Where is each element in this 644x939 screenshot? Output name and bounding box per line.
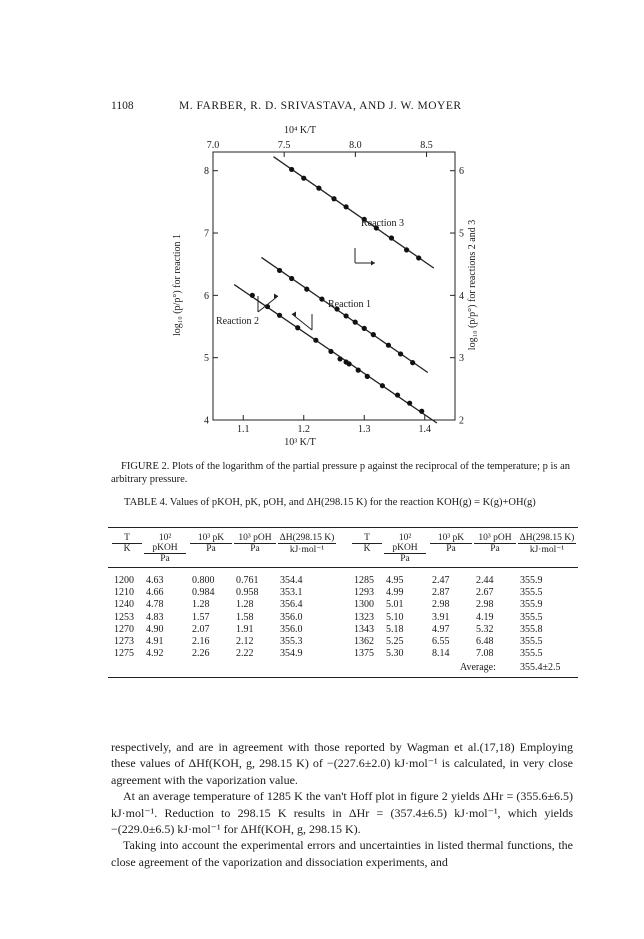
table-cell: 2.22 — [236, 648, 254, 660]
bottom-tick-label: 1.4 — [418, 424, 431, 435]
arrowhead — [371, 261, 375, 266]
column-header — [352, 533, 382, 554]
data-point — [304, 287, 309, 292]
data-point — [295, 325, 300, 330]
data-point — [313, 338, 318, 343]
figure-caption: FIGURE 2. Plots of the logarithm of the partial pressure p against the reciprocal of the temperature; p is an arbitrary pressure. — [111, 461, 571, 485]
top-tick-label: 8.0 — [349, 140, 362, 151]
header-numerator: 10³ pOH — [234, 533, 276, 544]
table-cell: 354.9 — [280, 648, 303, 660]
header-numerator: T — [352, 533, 382, 544]
header-unit: K — [123, 544, 131, 554]
table-cell: 0.761 — [236, 575, 259, 586]
data-point — [404, 247, 409, 252]
right-tick-label: 3 — [459, 353, 464, 365]
table-cell: 8.14 — [432, 648, 450, 660]
table-cell: 4.91 — [146, 636, 164, 647]
table-cell: 1253 — [114, 611, 134, 623]
table-cell: 354.4 — [280, 575, 303, 586]
table-cell: 3.91 — [432, 611, 450, 623]
average-label: Average: — [460, 662, 496, 673]
table-cell: 356.0 — [280, 611, 303, 623]
table-header-rule — [108, 567, 578, 568]
left-tick-label: 4 — [204, 415, 209, 427]
data-point — [277, 313, 282, 318]
data-point — [419, 409, 424, 414]
table-cell: 1.28 — [236, 599, 254, 611]
table-cell: 4.92 — [146, 648, 164, 660]
paragraph-1: respectively, and are in agreement with those reported by Wagman et al.(17,18) Employing these values of ΔHf(KOH, g, 298.15 K) of −(227.6±2.0) kJ·mol⁻¹ is calculated, in very close agreement with the vaporization value. — [111, 740, 573, 787]
table-cell: 1273 — [114, 636, 134, 647]
header-numerator: 10² pKOH — [144, 533, 186, 554]
table-cell: 355.9 — [520, 599, 543, 611]
table-cell: 355.3 — [280, 636, 303, 647]
right-tick-label: 2 — [459, 415, 464, 427]
data-point — [410, 360, 415, 365]
table-cell: 6.55 — [432, 636, 450, 647]
column-header — [474, 533, 516, 554]
fit-line-1 — [274, 157, 434, 268]
table-cell: 2.87 — [432, 587, 450, 599]
data-point — [407, 401, 412, 406]
right-axis-label: log₁₀ (p/p°) for reactions 2 and 3 — [467, 219, 478, 351]
data-point — [395, 392, 400, 397]
column-header — [112, 533, 142, 554]
table-cell: 4.63 — [146, 575, 164, 586]
axis-indicator-horizontal — [292, 314, 312, 330]
header-unit: K — [363, 544, 371, 554]
table-cell: 1.91 — [236, 623, 254, 635]
table-cell: 2.44 — [476, 575, 494, 586]
table-cell: 355.9 — [520, 575, 543, 586]
table-cell: 355.8 — [520, 623, 543, 635]
right-tick-label: 4 — [459, 290, 464, 302]
header-unit: kJ·mol⁻¹ — [529, 545, 565, 555]
bottom-tick-label: 1.1 — [237, 424, 250, 435]
table-cell: 7.08 — [476, 648, 494, 660]
header-numerator: ΔH(298.15 K) — [279, 533, 335, 543]
data-point — [362, 326, 367, 331]
left-tick-label: 6 — [204, 290, 209, 302]
table-cell: 5.18 — [386, 623, 404, 635]
table-cell: 5.30 — [386, 648, 404, 660]
plot-frame — [213, 152, 455, 420]
column-header — [430, 533, 472, 554]
table-cell: 4.97 — [432, 623, 450, 635]
bottom-axis-label: 10³ K/T — [284, 437, 316, 448]
table-cell: 0.984 — [192, 587, 215, 599]
column-header — [518, 533, 576, 555]
column-header — [234, 533, 276, 554]
table-cell: 1210 — [114, 587, 134, 599]
data-point — [416, 255, 421, 260]
table-cell: 1293 — [354, 587, 374, 599]
table-cell: 6.48 — [476, 636, 494, 647]
top-tick-label: 7.5 — [277, 140, 291, 151]
right-tick-label: 6 — [459, 166, 464, 178]
data-point — [289, 276, 294, 281]
data-point — [347, 361, 352, 366]
header-numerator: 10³ pK — [190, 533, 232, 544]
table-cell: 4.99 — [386, 587, 404, 599]
header-unit: Pa — [250, 544, 260, 554]
author-line: M. FARBER, R. D. SRIVASTAVA, AND J. W. MOYER — [179, 100, 462, 112]
left-tick-label: 8 — [204, 166, 209, 178]
header-numerator: T — [112, 533, 142, 544]
left-tick-label: 5 — [204, 353, 209, 365]
table-cell: 0.958 — [236, 587, 259, 599]
table-cell: 1.57 — [192, 611, 210, 623]
data-point — [319, 296, 324, 301]
paragraph-3: Taking into account the experimental errors and uncertainties in listed thermal functions, the close agreement of the vaporization and dissociation experiments, and — [111, 838, 573, 869]
table-cell: 4.90 — [146, 623, 164, 635]
figure-plot — [150, 120, 480, 450]
data-point — [331, 196, 336, 201]
table-cell: 1.28 — [192, 599, 210, 611]
table-cell: 356.4 — [280, 599, 303, 611]
paragraph-2: At an average temperature of 1285 K the van't Hoff plot in figure 2 yields ΔHr = (355.6±6.5) kJ·mol⁻¹. Reduction to 298.15 K results in ΔHr = (357.4±6.5) kJ·mol⁻¹, which yields −(229.0±6.5) kJ·mol⁻¹ for ΔHf(KOH, g, 298.15 K). — [111, 789, 573, 837]
table-cell: 355.5 — [520, 648, 543, 660]
top-tick-label: 7.0 — [206, 140, 220, 151]
data-point — [250, 293, 255, 298]
data-point — [301, 176, 306, 181]
data-point — [353, 320, 358, 325]
header-unit: Pa — [400, 554, 410, 564]
top-axis-label: 10⁴ K/T — [283, 125, 317, 136]
table-cell: 2.26 — [192, 648, 210, 660]
column-header — [144, 533, 186, 564]
data-point — [344, 313, 349, 318]
series-label: Reaction 1 — [328, 299, 372, 310]
table-cell: 1240 — [114, 599, 134, 611]
table-cell: 4.78 — [146, 599, 164, 611]
table-cell: 1375 — [354, 648, 374, 660]
table-cell: 1323 — [354, 611, 374, 623]
series-label: Reaction 3 — [361, 218, 405, 229]
table-cell: 356.0 — [280, 623, 303, 635]
header-unit: kJ·mol⁻¹ — [289, 545, 325, 555]
data-point — [386, 343, 391, 348]
table-cell: 1200 — [114, 575, 134, 586]
table-cell: 4.83 — [146, 611, 164, 623]
header-unit: Pa — [206, 544, 216, 554]
axis-indicator-horizontal — [258, 296, 278, 312]
data-point — [289, 167, 294, 172]
table-cell: 355.5 — [520, 587, 543, 599]
header-unit: Pa — [160, 554, 170, 564]
table-cell: 1362 — [354, 636, 374, 647]
data-point — [337, 356, 342, 361]
series-label: Reaction 2 — [216, 316, 260, 327]
table-cell: 4.19 — [476, 611, 494, 623]
table-cell: 5.25 — [386, 636, 404, 647]
table-bottom-rule — [108, 677, 578, 678]
left-tick-label: 7 — [204, 228, 209, 240]
table-cell: 5.01 — [386, 599, 404, 611]
header-unit: Pa — [446, 544, 456, 554]
data-point — [389, 235, 394, 240]
table-cell: 1.58 — [236, 611, 254, 623]
page-number: 1108 — [111, 100, 134, 112]
data-point — [365, 374, 370, 379]
table-cell: 5.32 — [476, 623, 494, 635]
table-cell: 1300 — [354, 599, 374, 611]
data-point — [344, 204, 349, 209]
bottom-tick-label: 1.3 — [358, 424, 371, 435]
top-tick-label: 8.5 — [420, 140, 433, 151]
header-numerator: 10³ pK — [430, 533, 472, 544]
table-cell: 1275 — [114, 648, 134, 660]
table-cell: 2.98 — [476, 599, 494, 611]
header-unit: Pa — [490, 544, 500, 554]
header-numerator: 10³ pOH — [474, 533, 516, 544]
body-text — [111, 739, 573, 870]
table-cell: 2.47 — [432, 575, 450, 586]
header-numerator: 10² pKOH — [384, 533, 426, 554]
table-title: TABLE 4. Values of pKOH, pK, pOH, and ΔH(298.15 K) for the reaction KOH(g) = K(g)+OH(g) — [124, 497, 536, 508]
right-tick-label: 5 — [459, 228, 464, 240]
table-cell: 4.66 — [146, 587, 164, 599]
data-point — [398, 351, 403, 356]
table-cell: 0.800 — [192, 575, 215, 586]
data-point — [316, 186, 321, 191]
data-point — [380, 383, 385, 388]
data-point — [356, 368, 361, 373]
table-cell: 1270 — [114, 623, 134, 635]
table-cell: 1343 — [354, 623, 374, 635]
data-point — [328, 349, 333, 354]
data-point — [371, 332, 376, 337]
table-cell: 353.1 — [280, 587, 303, 599]
column-header — [384, 533, 426, 564]
table-cell: 4.95 — [386, 575, 404, 586]
data-point — [277, 268, 282, 273]
table-cell: 355.5 — [520, 611, 543, 623]
table-cell: 1285 — [354, 575, 374, 586]
table-cell: 2.16 — [192, 636, 210, 647]
table-cell: 355.5 — [520, 636, 543, 647]
table-cell: 2.98 — [432, 599, 450, 611]
table-cell: 2.07 — [192, 623, 210, 635]
average-value: 355.4±2.5 — [520, 662, 561, 673]
header-numerator: ΔH(298.15 K) — [519, 533, 575, 543]
bottom-tick-label: 1.2 — [297, 424, 310, 435]
table-cell: 2.12 — [236, 636, 254, 647]
table-cell: 5.10 — [386, 611, 404, 623]
table-top-rule — [108, 527, 578, 528]
left-axis-label: log₁₀ (p/p°) for reaction 1 — [172, 233, 183, 337]
table-cell: 2.67 — [476, 587, 494, 599]
column-header — [278, 533, 336, 555]
column-header — [190, 533, 232, 554]
